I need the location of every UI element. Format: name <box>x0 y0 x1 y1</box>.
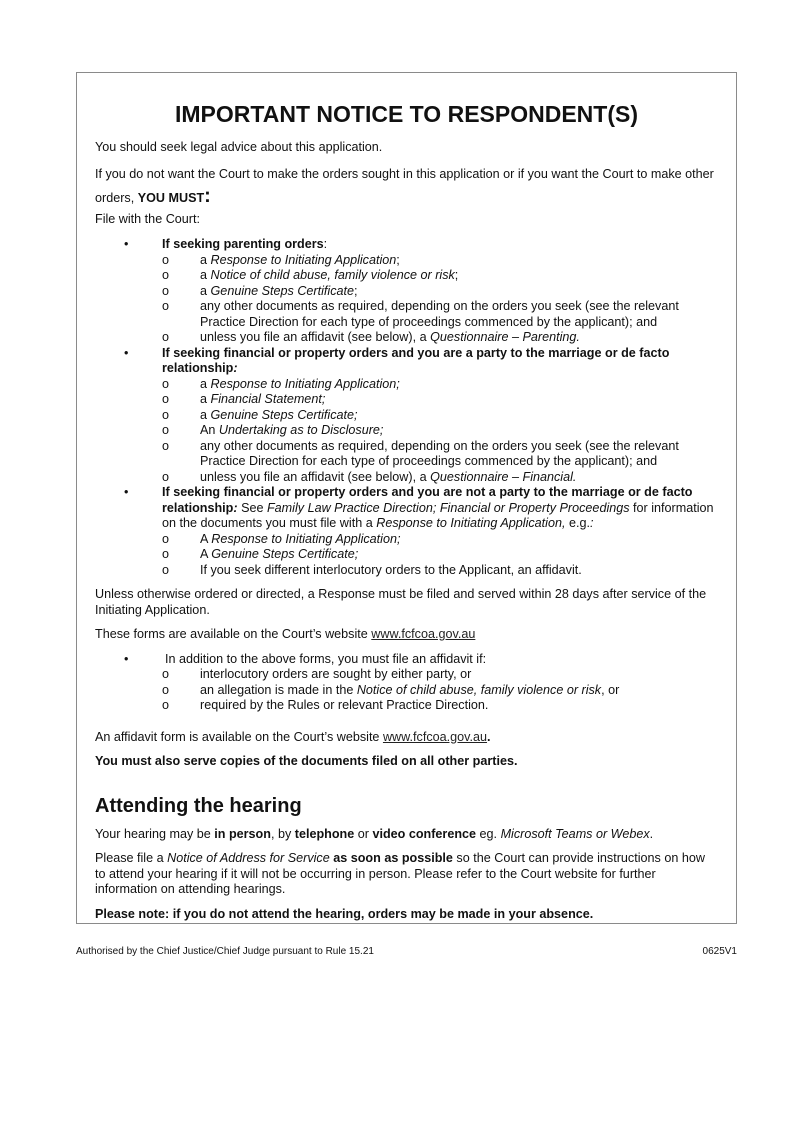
list-item: o any other documents as required, depending on the orders you seek (see the relevant Practice Direction for each type of proceedings commenced by the applicant); and <box>162 299 679 329</box>
list-item: o a Genuine Steps Certificate; <box>162 283 358 298</box>
list-item: o unless you file an affidavit (see below), a Questionnaire – Financial. <box>162 469 577 484</box>
website-link-2[interactable]: www.fcfcoa.gov.au <box>382 729 488 744</box>
list-item: o unless you file an affidavit (see below), a Questionnaire – Parenting. <box>162 330 580 344</box>
serve-copies: You must also serve copies of the documents filed on all other parties. <box>95 754 518 768</box>
bullet-financial-party: • If seeking financial or property orders and you are a party to the marriage or de facto relationship: <box>124 345 670 375</box>
intro-advice: You should seek legal advice about this application. <box>95 140 383 154</box>
list-item: o interlocutory orders are sought by either party, or <box>162 667 472 681</box>
bullet-icon: • <box>124 651 129 666</box>
file-with-court: File with the Court: <box>95 211 200 226</box>
footer <box>76 946 737 958</box>
affidavit-list <box>95 652 718 714</box>
list-item: o a Genuine Steps Certificate; <box>162 407 358 422</box>
bullet-icon: • <box>124 485 129 499</box>
response-deadline: Unless otherwise ordered or directed, a Response must be filed and served within 28 days after service of the Initiating Application. <box>95 587 707 617</box>
list-item: o A Response to Initiating Application; <box>162 531 401 546</box>
list-item: o A Genuine Steps Certificate; <box>162 547 359 561</box>
forms-availability: These forms are available on the Court’s website www.fcfcoa.gov.au <box>95 627 476 641</box>
absence-warning: Please note: if you do not attend the hearing, orders may be made in your absence. <box>95 906 594 921</box>
list-item: o a Response to Initiating Application; <box>162 376 400 391</box>
list-item: o a Notice of child abuse, family violence or risk; <box>162 268 459 282</box>
attending-heading: Attending the hearing <box>95 794 302 817</box>
list-item: o a Response to Initiating Application; <box>162 252 400 267</box>
bullet-affidavit: • In addition to the above forms, you must file an affidavit if: <box>124 651 487 666</box>
website-link[interactable]: www.fcfcoa.gov.au <box>371 627 476 641</box>
intro-orders: If you do not want the Court to make the orders sought in this application or if you want the Court to make other orders, YOU MUST: <box>95 166 714 207</box>
bullet-icon: • <box>124 345 129 360</box>
you-must: YOU MUST <box>137 190 205 205</box>
list-item: o required by the Rules or relevant Practice Direction. <box>162 698 489 712</box>
bullet-parenting: • If seeking parenting orders: <box>124 237 328 251</box>
notice-box <box>76 72 737 924</box>
list-item: o a Financial Statement; <box>162 392 326 406</box>
bullet-icon: • <box>124 237 129 251</box>
list-item: o If you seek different interlocutory orders to the Applicant, an affidavit. <box>162 562 582 577</box>
list-item: o An Undertaking as to Disclosure; <box>162 423 384 437</box>
affidavit-availability: An affidavit form is available on the Court’s website www.fcfcoa.gov.au. <box>95 729 491 744</box>
requirements-list <box>95 237 718 578</box>
page-title: IMPORTANT NOTICE TO RESPONDENT(S) <box>175 101 638 127</box>
form-version: 0625V1 <box>702 946 737 957</box>
hearing-mode: Your hearing may be in person, by telephone or video conference eg. Microsoft Teams or Webex. <box>95 826 654 841</box>
footer-authorisation: Authorised by the Chief Justice/Chief Judge pursuant to Rule 15.21 <box>76 946 374 957</box>
bullet-financial-non-party: • If seeking financial or property orders and you are not a party to the marriage or de facto relationship: See Family Law Practice Direction; Financial or Property Proceedings for information on the documents you must file with a Response to Initiating Application, e.g.: <box>124 485 714 530</box>
list-item: o an allegation is made in the Notice of child abuse, family violence or risk, or <box>162 682 620 697</box>
address-for-service: Please file a Notice of Address for Service as soon as possible so the Court can provide instructions on how to attend your hearing if it will not be occurring in person. Please refer to the Court website for further information on attending hearings. <box>95 851 705 896</box>
list-item: o any other documents as required, depending on the orders you seek (see the relevant Practice Direction for each type of proceedings commenced by the applicant); and <box>162 438 679 468</box>
